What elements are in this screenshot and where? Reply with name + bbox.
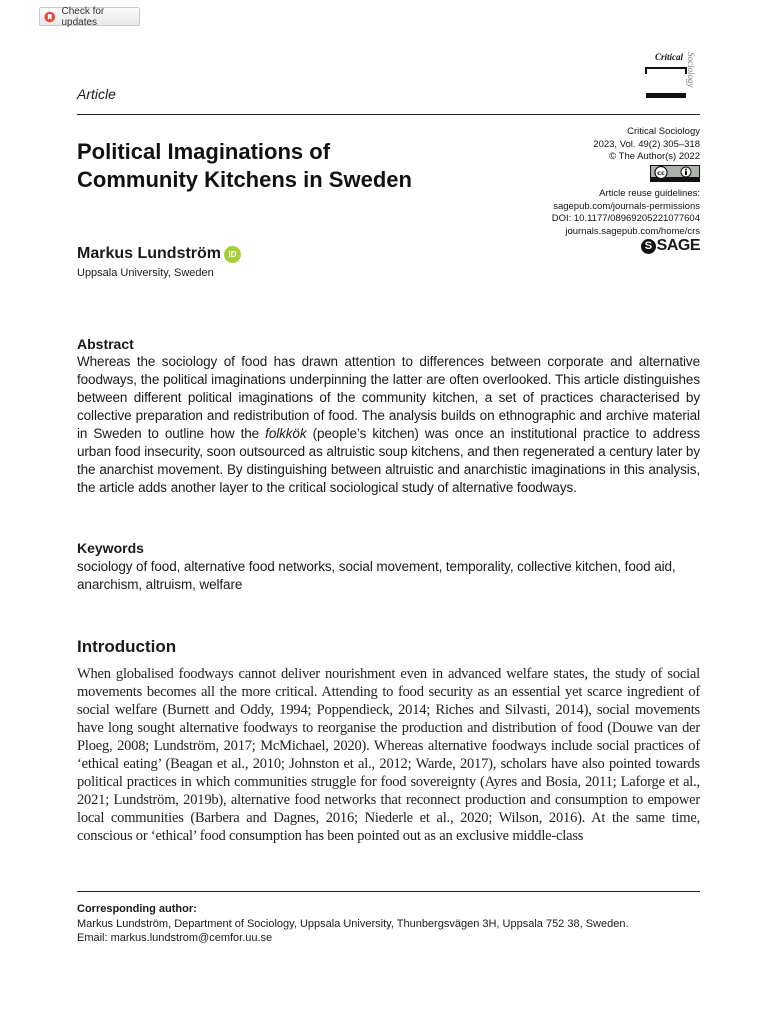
volume-info: 2023, Vol. 49(2) 305–318: [593, 138, 700, 150]
introduction-body: When globalised foodways cannot deliver nourishment even in advanced welfare states, the study of social movements becomes all the more critical. Attending to food security as an essential yet scarce ingredient of social welfare (Burnett and Oddy, 1994; Poppendieck, 2014; Riches and Silvasti, 2014), social movements have long sought alternative foodways to reorganise the production and distribution of food (Douwe van der Ploeg, 2008; Lundström, 2017; McMichael, 2020). Whereas alternative foodways include social practices of ‘ethical eating’ (Beagan et al., 2010; Johnston et al., 2012; Warde, 2017), scholars have also pointed towards political practices in which communities struggle for food sovereignty (Ayres and Bosia, 2011; Laforge et al., 2021; Lundström, 2019b), alternative food networks that reconnect production and consumption to empower local communities (Barbera and Dagnes, 2016; Niederle et al., 2020; Wilson, 2016). At the same time, conscious or ‘ethical’ food consumption has been pointed out as an exclusive middle-class: [77, 666, 700, 844]
corresponding-author-email[interactable]: Email: markus.lundstrom@cemfor.uu.se: [77, 932, 273, 944]
abstract-heading: Abstract: [77, 336, 134, 352]
keywords-heading: Keywords: [77, 540, 144, 556]
reuse-label: Article reuse guidelines:: [599, 188, 700, 199]
introduction-heading: Introduction: [77, 637, 177, 656]
journal-name: Critical Sociology: [627, 126, 700, 137]
cc-by-icon: [650, 165, 700, 182]
sage-logo: [641, 237, 700, 255]
check-for-updates-button[interactable]: [39, 7, 140, 26]
orcid-icon[interactable]: iD: [224, 246, 241, 263]
header-divider: [77, 114, 700, 115]
bookmark-icon: [44, 11, 55, 23]
copyright: © The Author(s) 2022: [609, 151, 700, 162]
title-line-1: Political Imaginations of: [77, 139, 331, 164]
corresponding-author-address: Markus Lundström, Department of Sociology, Uppsala University, Thunbergsvägen 3H, Uppsala 752 38, Sweden.: [77, 918, 629, 930]
abstract-text-part-2: (people’s kitchen) was once an institutional practice to address urban food insecurity, soon outsourced as altruistic soup kitchens, and then regenerated a century later by the anarchist movement. By distinguishing between altruistic and anarchistic imaginations in this analysis, the article adds another layer to the critical sociological study of alternative foodways.: [77, 426, 700, 495]
journal-logo-critical: Critical: [655, 52, 684, 62]
svg-text:cc: cc: [657, 168, 665, 177]
paper-title: [77, 138, 507, 194]
sage-wordmark: SAGE: [656, 237, 700, 254]
author-affiliation: Uppsala University, Sweden: [77, 267, 214, 279]
check-for-updates-label: Check for updates: [61, 5, 105, 28]
sage-mark-icon: S: [641, 239, 656, 254]
reuse-link[interactable]: sagepub.com/journals-permissions: [553, 200, 700, 212]
footnote-divider: [77, 891, 700, 892]
abstract-italic-term: folkkök: [265, 426, 307, 441]
author-name: [77, 245, 241, 263]
title-line-2: Community Kitchens in Sweden: [77, 167, 412, 192]
journal-logo-sociology: Sociology: [686, 52, 696, 88]
journal-logo-mark: [644, 62, 688, 100]
article-type-label: Article: [77, 86, 116, 102]
doi-link[interactable]: DOI: 10.1177/08969205221077604: [551, 213, 700, 224]
author-name-text: Markus Lundström: [77, 245, 222, 262]
abstract-text-part-1: Whereas the sociology of food has drawn attention to differences between corporate and alternative foodways, the political imaginations underpinning the latter are often overlooked. This article distinguishes between different political imaginations of the community kitchen, a set of practices characterised by collective preparation and redistribution of food. The analysis builds on ethnographic and archive material in Sweden to outline how the: [77, 354, 700, 441]
journal-home-link[interactable]: journals.sagepub.com/home/crs: [565, 225, 700, 237]
corresponding-author-label: Corresponding author:: [77, 903, 197, 915]
publication-meta: [552, 126, 700, 238]
abstract-body: [77, 353, 700, 497]
keywords-list: sociology of food, alternative food networks, social movement, temporality, collective kitchen, food aid, anarchism, altruism, welfare: [77, 559, 676, 592]
